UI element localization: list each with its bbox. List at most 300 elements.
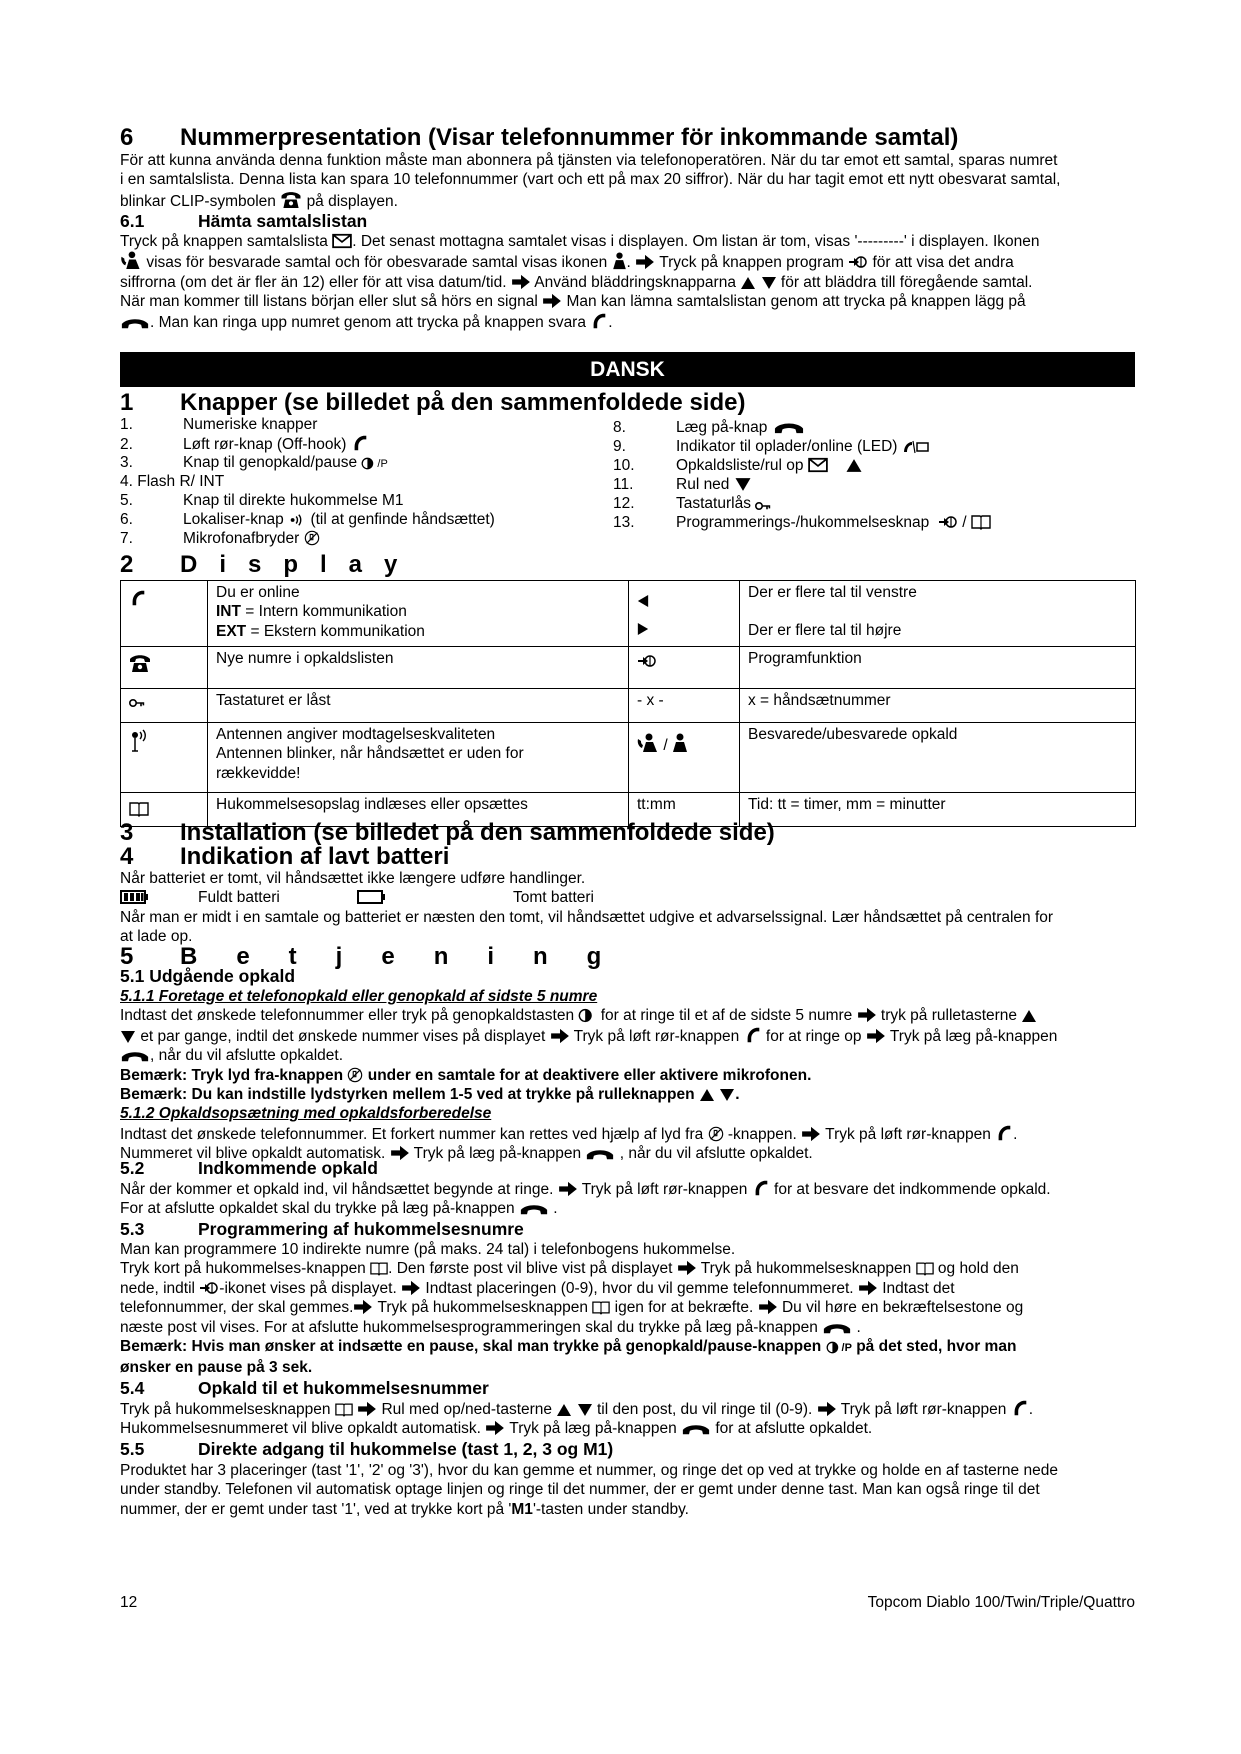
list-item <box>613 494 771 513</box>
table-row <box>121 689 1136 723</box>
paragraph-line <box>120 292 1140 311</box>
text: Tryk på løft rør-knappen <box>581 1181 748 1198</box>
on-hook-icon <box>120 316 150 330</box>
section-6-1-heading <box>120 211 367 231</box>
text: for at ringe op <box>765 1027 862 1045</box>
paragraph-line: Produktet har 3 placeringer (tast '1', '2' og '3'), hvor du kan gemme et nummer, og ringe det op ved at trykke og holde en af tasterne nede <box>120 1462 1058 1479</box>
section-5-4-body <box>120 1399 1140 1439</box>
clip-icon <box>129 653 151 673</box>
text: Indtast placeringen (0-9), hvor du vil gemme telefonnummeret. <box>425 1279 854 1297</box>
cell-text <box>216 602 622 621</box>
paragraph-line <box>120 1279 1140 1298</box>
description-cell: Programfunktion <box>740 647 1136 689</box>
arrow-right-icon <box>758 1299 778 1315</box>
scroll-down-icon <box>761 276 777 290</box>
arrow-right-icon <box>801 1126 821 1142</box>
battery-full-label: Fuldt batteri <box>198 889 280 907</box>
paragraph-line <box>120 273 1140 292</box>
section-title: Betjening <box>180 943 641 970</box>
battery-empty-label: Tomt batteri <box>513 889 594 907</box>
description-cell: Besvarede/ubesvarede opkald <box>740 723 1136 793</box>
separator: / <box>663 737 668 754</box>
text: nummer, der er gemt under tast '1', ved at trykke kort på ' <box>120 1500 512 1518</box>
text: for at afslutte opkaldet. <box>715 1420 873 1438</box>
text: blinkar CLIP-symbolen <box>120 192 276 210</box>
text: Indtast det ønskede telefonnummer eller tryk på genopkaldstasten <box>120 1007 575 1025</box>
cell-text: Du er online <box>216 584 300 601</box>
scroll-up-icon <box>556 1403 572 1417</box>
paragraph-line <box>120 251 1140 272</box>
off-hook-icon <box>351 434 369 452</box>
text: Nummeret vil blive opkaldt automatisk. <box>120 1145 386 1163</box>
section-number: 5 <box>120 943 134 970</box>
on-hook-icon <box>519 1202 549 1216</box>
paragraph-line <box>120 1006 1140 1025</box>
note-line <box>120 1085 1140 1104</box>
paragraph-line <box>120 1259 1140 1278</box>
paragraph-line: Når man er midt i en samtale og batteriet er næsten den tomt, vil håndsættet udgive et advarselssignal. Lær håndsættet på centralen for <box>120 908 1054 926</box>
paragraph-line <box>120 1419 1140 1438</box>
product-name: Topcom Diablo 100/Twin/Triple/Quattro <box>867 1594 1135 1611</box>
on-hook-icon <box>120 1049 150 1063</box>
text: för att visa det andra <box>872 254 1014 272</box>
cell-text: Antennen blinker, når håndsættet er uden for <box>216 745 524 763</box>
arrow-right-icon <box>353 1299 373 1315</box>
note-line <box>120 1066 1140 1085</box>
page-number: 12 <box>120 1594 138 1611</box>
scroll-up-icon <box>845 458 863 473</box>
paragraph-line: at lade op. <box>120 928 193 946</box>
section-5-3-body <box>120 1240 1140 1378</box>
book-icon <box>335 1402 353 1417</box>
envelope-icon <box>332 233 352 249</box>
text: For at afslutte opkaldet skal du trykke på læg på-knappen <box>120 1200 515 1218</box>
text: . <box>608 313 613 331</box>
on-hook-icon <box>772 420 806 435</box>
book-icon <box>916 1261 934 1276</box>
arrow-right-icon <box>390 1145 410 1161</box>
section-3-heading <box>120 819 775 846</box>
description-cell: Tastaturet er låst <box>208 689 629 723</box>
item-label: Læg på-knap <box>676 419 768 436</box>
arrow-right-icon <box>635 254 655 270</box>
table-row <box>121 581 1136 647</box>
section-number: 5.3 <box>120 1219 145 1239</box>
arrow-right-icon <box>857 1007 877 1023</box>
section-number: 5.5 <box>120 1439 145 1459</box>
item-label: Rul ned <box>676 476 730 493</box>
scroll-down-icon <box>734 477 752 492</box>
missed-call-icon <box>612 252 627 270</box>
item-number: 5. <box>120 492 133 509</box>
section-number: 4 <box>120 843 134 870</box>
text: telefonnummer, der skal gemmes. <box>120 1299 354 1317</box>
table-row <box>121 723 1136 793</box>
battery-empty-icon <box>357 889 387 905</box>
arrow-right-icon <box>401 1280 421 1296</box>
off-hook-icon <box>752 1179 770 1197</box>
paragraph-line <box>120 312 1140 332</box>
text: -ikonet vises på displayet. <box>219 1279 397 1297</box>
text: Rul med op/ned-tasterne <box>381 1401 553 1418</box>
book-icon <box>370 1261 388 1276</box>
paragraph-line <box>120 1046 1140 1065</box>
item-number: 1. <box>120 416 133 433</box>
description-cell: Nye numre i opkaldslisten <box>208 647 629 689</box>
text: på displayen. <box>306 192 398 210</box>
list-item <box>120 415 317 434</box>
scroll-up-icon <box>699 1088 715 1102</box>
paragraph-line <box>120 1179 1140 1199</box>
text: Tryk på løft rør-knappen <box>825 1125 991 1143</box>
arrow-right-icon <box>357 1401 377 1417</box>
text: Tryk på løft rør-knappen <box>840 1401 1007 1418</box>
text: -knappen. <box>727 1125 797 1143</box>
icon-cell <box>121 689 208 723</box>
answered-call-icon <box>637 733 659 753</box>
paragraph-line <box>120 1199 1140 1218</box>
cell-text <box>216 622 622 641</box>
answered-call-icon <box>120 251 142 270</box>
rp-label-text: P <box>380 458 388 470</box>
section-number: 2 <box>120 551 134 578</box>
section-number: 5.2 <box>120 1158 145 1178</box>
text: et par gange, indtil det ønskede nummer vises på displayet <box>140 1027 546 1045</box>
arrow-right-icon <box>866 1028 886 1044</box>
book-icon <box>129 801 149 817</box>
item-label: Mikrofonafbryder <box>183 530 300 547</box>
off-hook-icon <box>744 1026 762 1044</box>
text: tryk på rulletasterne <box>880 1007 1018 1025</box>
text: Indtast det <box>882 1279 955 1297</box>
section-5-5-body <box>120 1461 1140 1519</box>
clip-icon <box>280 190 302 209</box>
arrow-right-icon <box>558 1181 578 1197</box>
arrow-right-small-icon <box>637 622 649 636</box>
section-5-2-heading <box>120 1158 378 1178</box>
paragraph-line <box>120 1318 1140 1337</box>
on-hook-icon <box>822 1321 852 1335</box>
item-number: 8. <box>613 419 626 436</box>
item-number: 6. <box>120 511 133 528</box>
section-5-3-heading <box>120 1219 524 1239</box>
text: og hold den <box>937 1260 1019 1278</box>
section-number: 3 <box>120 819 134 846</box>
text: siffrorna (om det är fler än 12) eller för att visa datum/tid. <box>120 273 507 291</box>
description-cell: Hukommelsesopslag indlæses eller opsættes <box>208 793 629 827</box>
list-item <box>613 418 806 437</box>
item-label: Lokaliser-knap <box>183 511 284 528</box>
paragraph-line: Man kan programmere 10 indirekte numre (på maks. 24 tal) i telefonbogens hukommelse. <box>120 1241 736 1258</box>
list-item <box>613 475 752 494</box>
program-icon <box>938 514 958 530</box>
cell-bold: EXT <box>216 622 247 640</box>
section-title: Opkald til et hukommelsesnummer <box>198 1378 489 1398</box>
paragraph-line <box>120 1026 1140 1046</box>
symbol-cell: tt:mm <box>629 793 740 827</box>
scroll-down-icon <box>577 1403 593 1417</box>
text: Tryk på løft rør-knappen <box>573 1027 740 1045</box>
text: . <box>553 1200 558 1218</box>
text: för att bläddra till föregående samtal. <box>780 273 1033 291</box>
cell-text: rækkevidde! <box>216 764 301 782</box>
section-number: 6 <box>120 124 134 151</box>
item-label: Tastaturlås <box>676 495 751 512</box>
display-icon-table <box>120 580 1136 827</box>
text: . <box>626 254 631 272</box>
item-number: 2. <box>120 436 133 453</box>
paragraph-line <box>120 232 1140 251</box>
list-item <box>613 437 930 456</box>
charger-online-led-icon <box>902 440 930 454</box>
text: . <box>1028 1401 1033 1418</box>
paragraph-line <box>120 1298 1140 1317</box>
note-line: ønsker en pause på 3 sek. <box>120 1359 313 1377</box>
icon-cell <box>121 723 208 793</box>
text: Tryk på hukommelsesknappen <box>700 1260 912 1278</box>
text: Du vil høre en bekræftelsestone og <box>781 1299 1024 1317</box>
scroll-down-icon <box>120 1030 136 1044</box>
table-row <box>121 647 1136 689</box>
cell-text: Der er flere tal til venstre <box>748 584 917 601</box>
cell-text: Der er flere tal til højre <box>748 622 902 640</box>
text: , når du vil afslutte opkaldet. <box>619 1145 813 1163</box>
item-label: Knap til direkte hukommelse M1 <box>183 492 404 509</box>
text: . Det senast mottagna samtalet visas i displayen. Om listan är tom, visas '---------' i displayen. Ikonen <box>352 233 1040 250</box>
on-hook-icon <box>681 1422 711 1436</box>
scroll-down-icon <box>719 1088 735 1102</box>
list-item <box>120 529 320 548</box>
text: Man kan lämna samtalslistan genom att trycka på knappen lägg på <box>566 293 1026 311</box>
redial-icon <box>578 1008 596 1023</box>
text: Når der kommer et opkald ind, vil håndsættet begynde at ringe. <box>120 1181 554 1198</box>
symbol-cell: - x - <box>629 689 740 723</box>
list-item <box>120 510 495 529</box>
text: . <box>1013 1125 1018 1143</box>
off-hook-icon <box>590 312 608 330</box>
mute-icon <box>708 1126 724 1142</box>
list-item <box>613 456 863 475</box>
text: Indtast det ønskede telefonnummer. Et forkert nummer kan rettes ved hjælp af lyd fra <box>120 1125 704 1143</box>
envelope-icon <box>808 457 828 473</box>
arrow-right-icon <box>511 274 531 290</box>
book-icon <box>592 1300 610 1315</box>
text: til den post, du vil ringe til (0-9). <box>596 1401 813 1418</box>
redial-pause-icon <box>361 457 377 470</box>
paragraph-line: i en samtalslista. Denna lista kan spara 10 telefonnummer (vart och ett på max 20 siffror). När du har tagit emot ett nytt obesvarat samtal, <box>120 171 1061 189</box>
on-hook-icon <box>585 1147 615 1161</box>
redial-pause-icon <box>826 1341 842 1354</box>
language-banner: DANSK <box>120 352 1135 387</box>
text: visas för besvarade samtal och för obesvarade samtal visas ikonen <box>146 254 608 272</box>
off-hook-icon <box>995 1124 1013 1142</box>
key-lock-icon <box>755 501 771 511</box>
scroll-up-icon <box>740 276 756 290</box>
text: '-tasten under standby. <box>532 1500 689 1518</box>
item-number: 7. <box>120 530 133 547</box>
text: Hukommelsesnummeret vil blive opkaldt automatisk. <box>120 1420 481 1438</box>
item-label: Opkaldsliste/rul op <box>676 457 804 474</box>
section-title: Display <box>180 551 420 578</box>
text: Tryk på hukommelsesknappen <box>377 1299 588 1317</box>
missed-call-icon <box>672 733 688 753</box>
section-number: 5.4 <box>120 1378 145 1398</box>
text: Tryk kort på hukommelses-knappen <box>120 1260 366 1278</box>
text: nede, indtil <box>120 1279 195 1297</box>
text: Tryk på læg på-knappen <box>413 1145 582 1163</box>
text: for at ringe til et af de sidste 5 numre <box>600 1007 853 1025</box>
cell-text-part: = Ekstern kommunikation <box>246 622 425 640</box>
antenna-icon <box>129 729 151 753</box>
rp-label: /P <box>841 1342 852 1355</box>
battery-full-icon <box>120 889 150 905</box>
text: Tryk på læg på-knappen <box>889 1027 1058 1045</box>
text: under en samtale for at deaktivere eller aktivere mikrofonen. <box>367 1066 812 1084</box>
item-label: 4. Flash R/ INT <box>120 473 225 490</box>
item-number: 12. <box>613 495 635 512</box>
text: . Man kan ringa upp numret genom att trycka på knappen svara <box>150 313 586 331</box>
text: Tryck på knappen samtalslista <box>120 233 328 250</box>
subsection-title: 5.1.1 Foretage et telefonopkald eller genopkald af sidste 5 numre <box>120 988 598 1005</box>
description-cell <box>208 581 629 647</box>
item-number: 10. <box>613 457 635 474</box>
section-6-body <box>120 151 1140 211</box>
text: Tryk på læg på-knappen <box>509 1420 677 1438</box>
arrow-right-icon <box>550 1028 570 1044</box>
locate-icon <box>288 513 306 527</box>
icon-cell <box>629 723 740 793</box>
icon-cell <box>121 581 208 647</box>
item-label: Indikator til oplader/online (LED) <box>676 438 898 455</box>
section-title: Nummerpresentation (Visar telefonnummer för inkommande samtal) <box>180 124 959 151</box>
section-title: Programmering af hukommelsesnumre <box>198 1219 524 1239</box>
icon-cell <box>121 647 208 689</box>
section-6-heading <box>120 124 958 151</box>
arrow-left-icon <box>637 594 649 608</box>
text: igen for at bekræfte. <box>614 1299 754 1317</box>
section-5-1-body <box>120 987 1140 1164</box>
text: Använd bläddringsknapparna <box>534 273 736 291</box>
arrow-right-icon <box>858 1280 878 1296</box>
item-label-extra: / <box>962 514 967 531</box>
section-5-1-heading: 5.1 Udgående opkald <box>120 966 296 986</box>
rp-label-text: P <box>844 1342 852 1355</box>
section-number: 6.1 <box>120 211 145 231</box>
section-number: 1 <box>120 389 134 416</box>
cell-bold: INT <box>216 603 241 621</box>
list-item <box>120 472 224 491</box>
item-number: 11. <box>613 476 634 493</box>
off-hook-icon <box>1011 1399 1029 1417</box>
item-label: Programmerings-/hukommelsesknap <box>676 514 930 531</box>
paragraph-line <box>120 1124 1140 1144</box>
arrow-right-icon <box>542 293 562 309</box>
icon-cell <box>629 581 740 647</box>
item-number: 9. <box>613 438 626 455</box>
text: . <box>856 1318 861 1336</box>
text: næste post vil vises. For at afslutte hukommelsesprogrammeringen skal du trykke på læg på-knappen <box>120 1318 818 1336</box>
text: Tryck på knappen program <box>659 254 844 272</box>
section-1-heading <box>120 389 745 416</box>
mute-icon <box>347 1067 363 1083</box>
program-icon <box>637 653 657 669</box>
battery-legend <box>120 888 1140 907</box>
section-5-5-heading <box>120 1439 613 1459</box>
list-item <box>613 513 991 532</box>
note-line <box>120 1337 1140 1358</box>
paragraph-line <box>120 1500 1140 1519</box>
section-5-4-heading <box>120 1378 489 1398</box>
icon-cell <box>629 647 740 689</box>
rp-label: /P <box>377 458 388 470</box>
section-5-2-body <box>120 1179 1140 1219</box>
arrow-right-icon <box>485 1420 505 1436</box>
description-cell: Tid: tt = timer, mm = minutter <box>740 793 1136 827</box>
text: Bemærk: Hvis man ønsker at indsætte en pause, skal man trykke på genopkald/pause-knappen <box>120 1338 822 1356</box>
text: . <box>735 1086 740 1104</box>
text: , når du vil afslutte opkaldet. <box>150 1047 344 1065</box>
text: for at besvare det indkommende opkald. <box>774 1181 1051 1198</box>
text: Bemærk: Tryk lyd fra-knappen <box>120 1066 344 1084</box>
paragraph-line <box>120 1399 1140 1419</box>
book-icon <box>971 514 991 530</box>
text: . Den første post vil blive vist på displayet <box>388 1260 673 1278</box>
subsection-title: 5.1.2 Opkaldsopsætning med opkaldsforberedelse <box>120 1105 492 1123</box>
item-number: 13. <box>613 514 635 531</box>
section-title: Direkte adgang til hukommelse (tast 1, 2, 3 og M1) <box>198 1439 614 1459</box>
text: Bemærk: Du kan indstille lydstyrken mellem 1-5 ved at trykke på rulleknappen <box>120 1086 695 1104</box>
section-6-1-body <box>120 232 1140 332</box>
off-hook-icon <box>129 589 147 607</box>
description-cell: x = håndsætnummer <box>740 689 1136 723</box>
key-lock-icon <box>129 698 145 708</box>
mute-icon <box>304 530 320 546</box>
section-title: Indikation af lavt batteri <box>180 843 450 870</box>
section-title: Installation (se billedet på den sammenfoldede side) <box>180 819 775 846</box>
item-label: Numeriske knapper <box>183 416 318 433</box>
program-icon <box>848 254 868 270</box>
cell-text: Antennen angiver modtagelseskvaliteten <box>216 726 496 743</box>
item-number: 3. <box>120 454 133 471</box>
section-4-body <box>120 869 1140 947</box>
key-label: M1 <box>511 1500 533 1518</box>
item-label: Løft rør-knap (Off-hook) <box>183 436 347 453</box>
arrow-right-icon <box>677 1260 697 1276</box>
text: Tryk på hukommelsesknappen <box>120 1401 331 1418</box>
text: på det sted, hvor man <box>856 1338 1017 1356</box>
item-label: Knap til genopkald/pause <box>183 454 358 471</box>
section-2-heading <box>120 551 419 578</box>
section-title: Indkommende opkald <box>198 1158 378 1178</box>
section-title: Hämta samtalslistan <box>198 211 368 231</box>
item-label-extra: (til at genfinde håndsættet) <box>310 511 495 528</box>
section-4-heading <box>120 843 449 870</box>
list-item <box>120 491 404 510</box>
paragraph-line: Når batteriet er tomt, vil håndsættet ikke længere udføre handlinger. <box>120 870 586 887</box>
description-cell <box>740 581 1136 647</box>
paragraph-line <box>120 190 1140 211</box>
program-icon <box>199 1280 219 1296</box>
arrow-right-icon <box>817 1401 837 1417</box>
text: När man kommer till listans början eller slut så hörs en signal <box>120 293 538 311</box>
description-cell <box>208 723 629 793</box>
paragraph-line: För att kunna använda denna funktion måste man abonnera på tjänsten via telefonoperatören. När du tar emot ett samtal, sparas numret <box>120 152 1058 169</box>
cell-text-part: = Intern kommunikation <box>240 603 407 621</box>
scroll-up-icon <box>1021 1009 1037 1023</box>
paragraph-line: under standby. Telefonen vil automatisk optage linjen og ringe til det nummer, der er gemt under denne tast. Man kan også ringe til det <box>120 1481 1040 1499</box>
section-title: Knapper (se billedet på den sammenfoldede side) <box>180 389 746 416</box>
list-item <box>120 434 369 454</box>
